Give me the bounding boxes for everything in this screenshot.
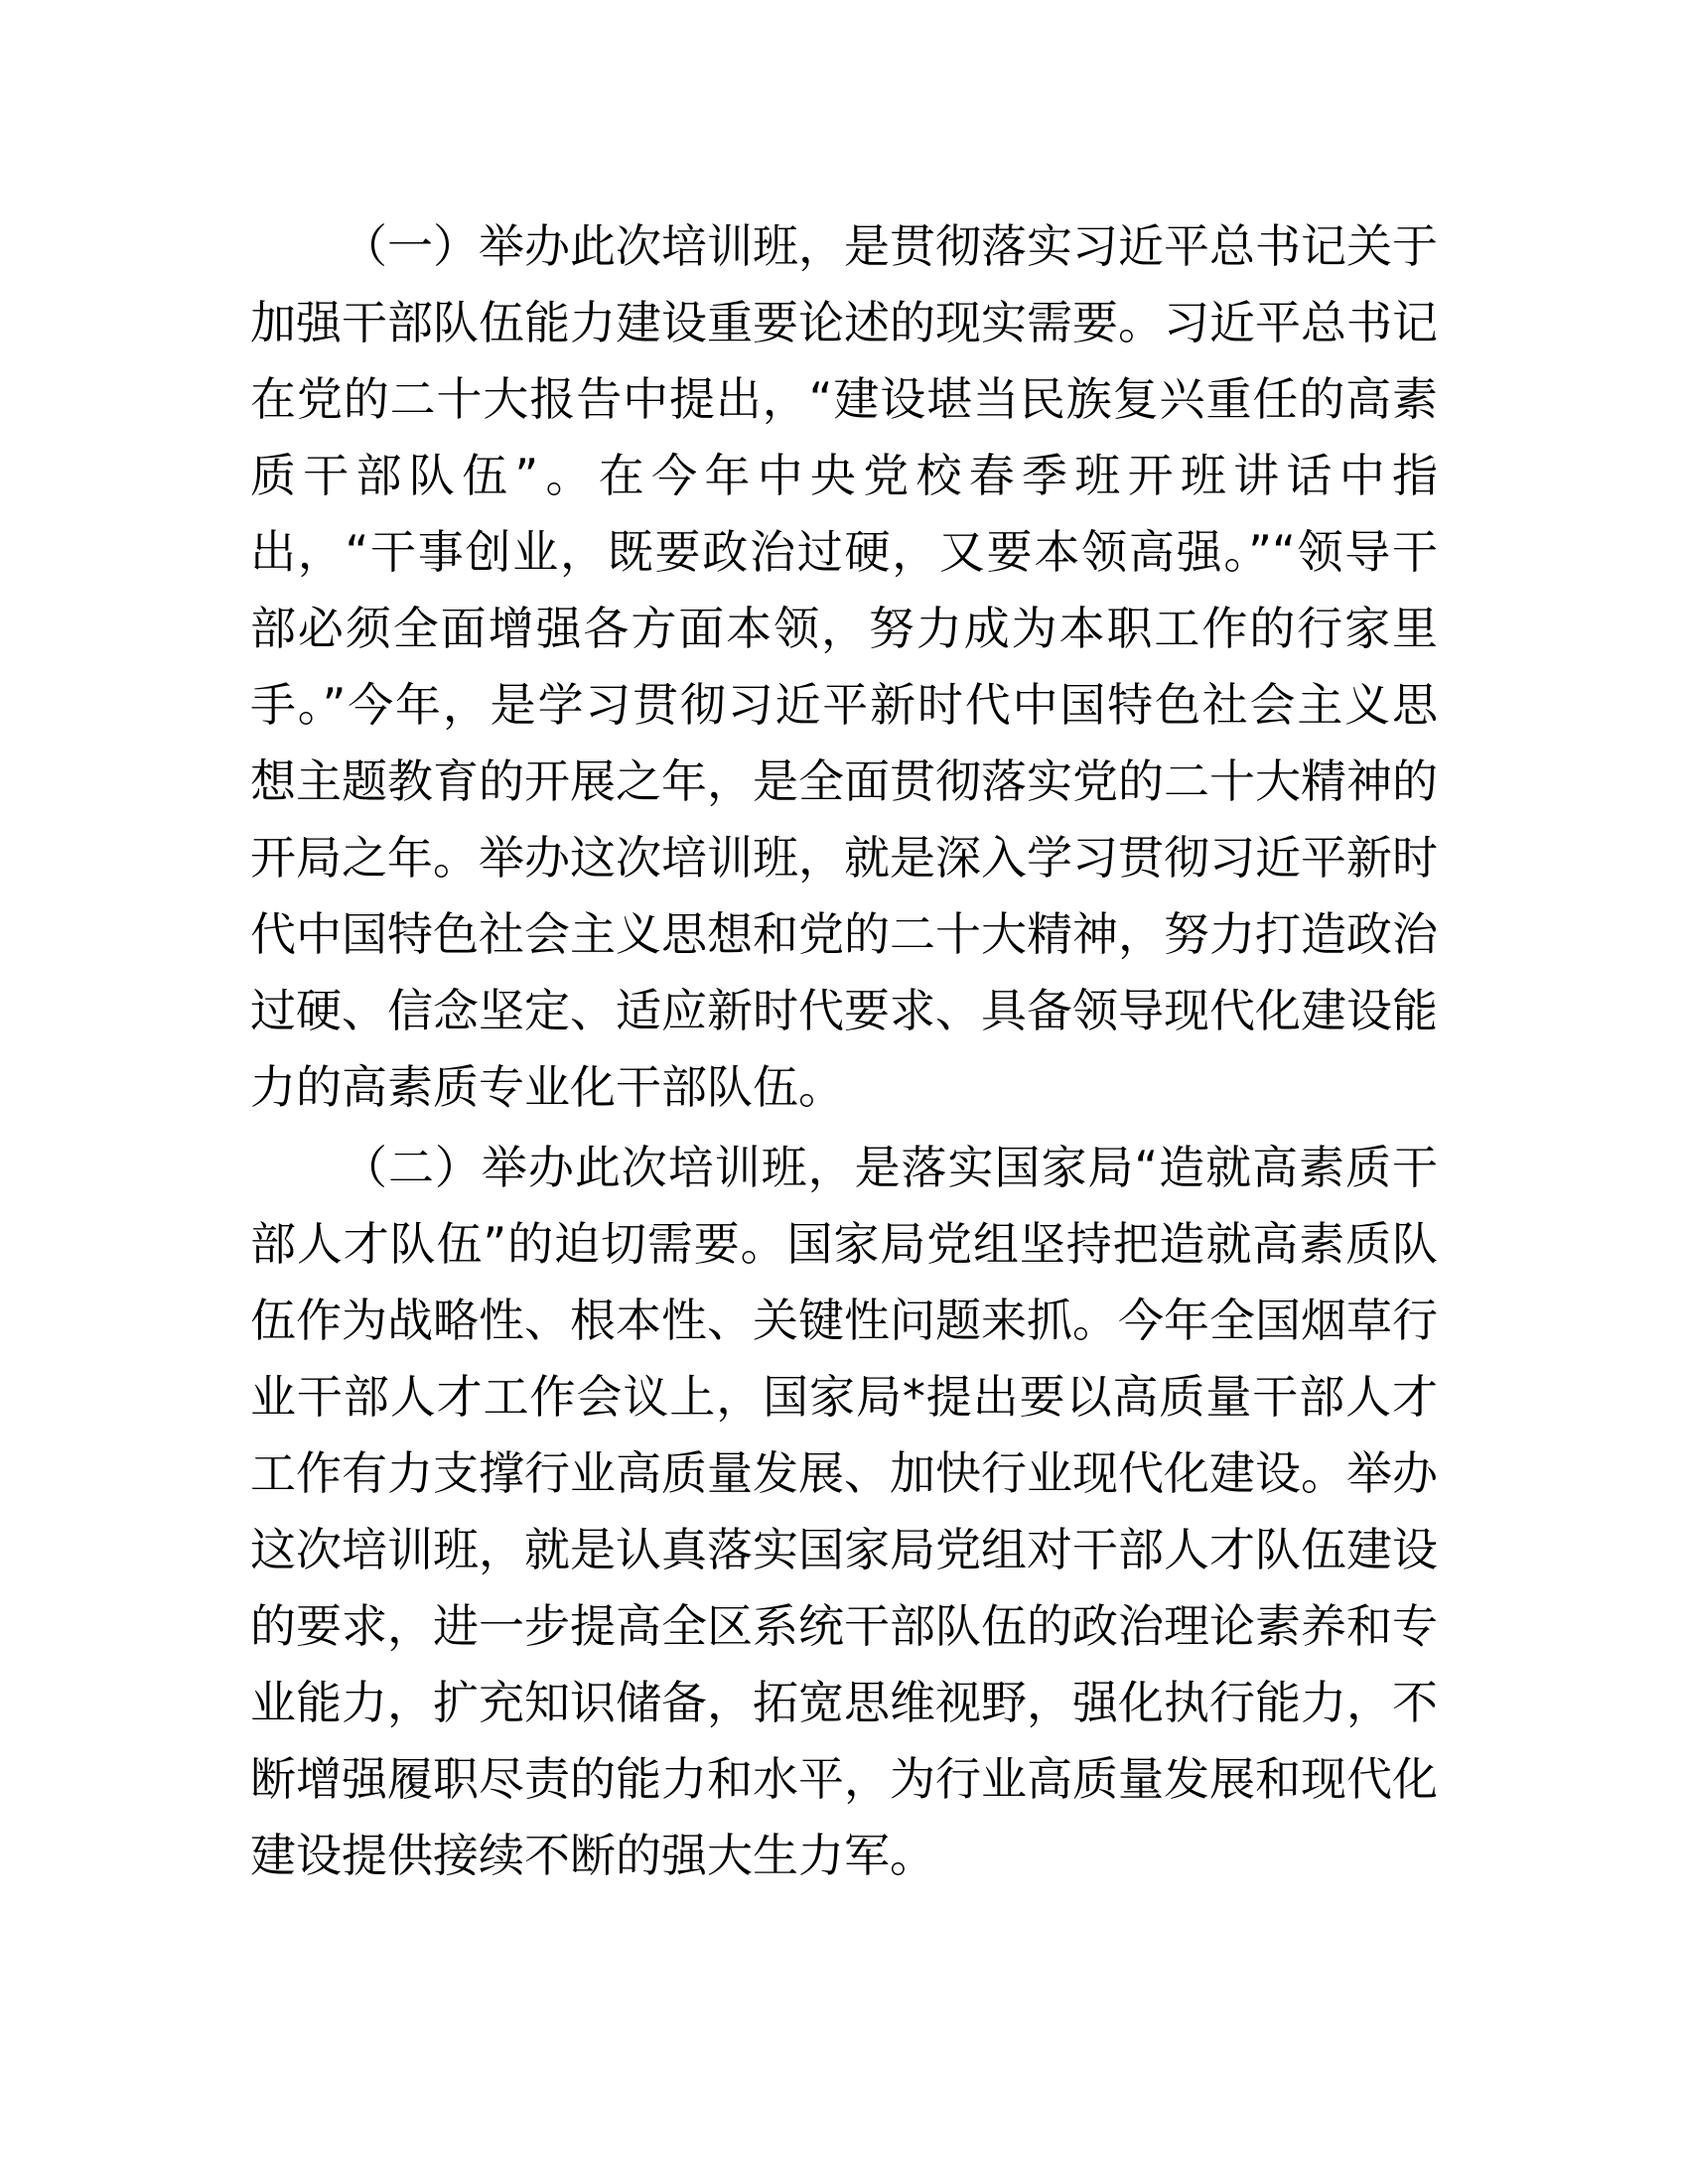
paragraph-2: （二）举办此次培训班，是落实国家局“造就高素质干部人才队伍”的迫切需要。国家局党组坚持把造就高素质队伍作为战略性、根本性、关键性问题来抓。今年全国烟草行业干部人才工作会议上，国家局*提出要以高质量干部人才工作有力支撑行业高质量发展、加快行业现代化建设。举办这次培训班，就是认真落实国家局党组对干部人才队伍建设的要求，进一步提高全区系统干部队伍的政治理论素养和专业能力，扩充知识储备，拓宽思维视野，强化执行能力，不断增强履职尽责的能力和水平，为行业高质量发展和现代化建设提供接续不断的强大生力军。: [250, 1141, 1438, 1882]
paragraph-1: （一）举办此次培训班，是贯彻落实习近平总书记关于加强干部队伍能力建设重要论述的现实需要。习近平总书记在党的二十大报告中提出，“建设堪当民族复兴重任的高素质干部队伍”。在今年中央党校春季班开班讲话中指出，“干事创业，既要政治过硬，又要本领高强。”“领导干部必须全面增强各方面本领，努力成为本职工作的行家里手。”今年，是学习贯彻习近平新时代中国特色社会主义思想主题教育的开展之年，是全面贯彻落实党的二十大精神的开局之年。举办这次培训班，就是深入学习贯彻习近平新时代中国特色社会主义思想和党的二十大精神，努力打造政治过硬、信念坚定、适应新时代要求、具备领导现代化建设能力的高素质专业化干部队伍。: [250, 219, 1438, 1114]
document-body: [250, 208, 1438, 1894]
